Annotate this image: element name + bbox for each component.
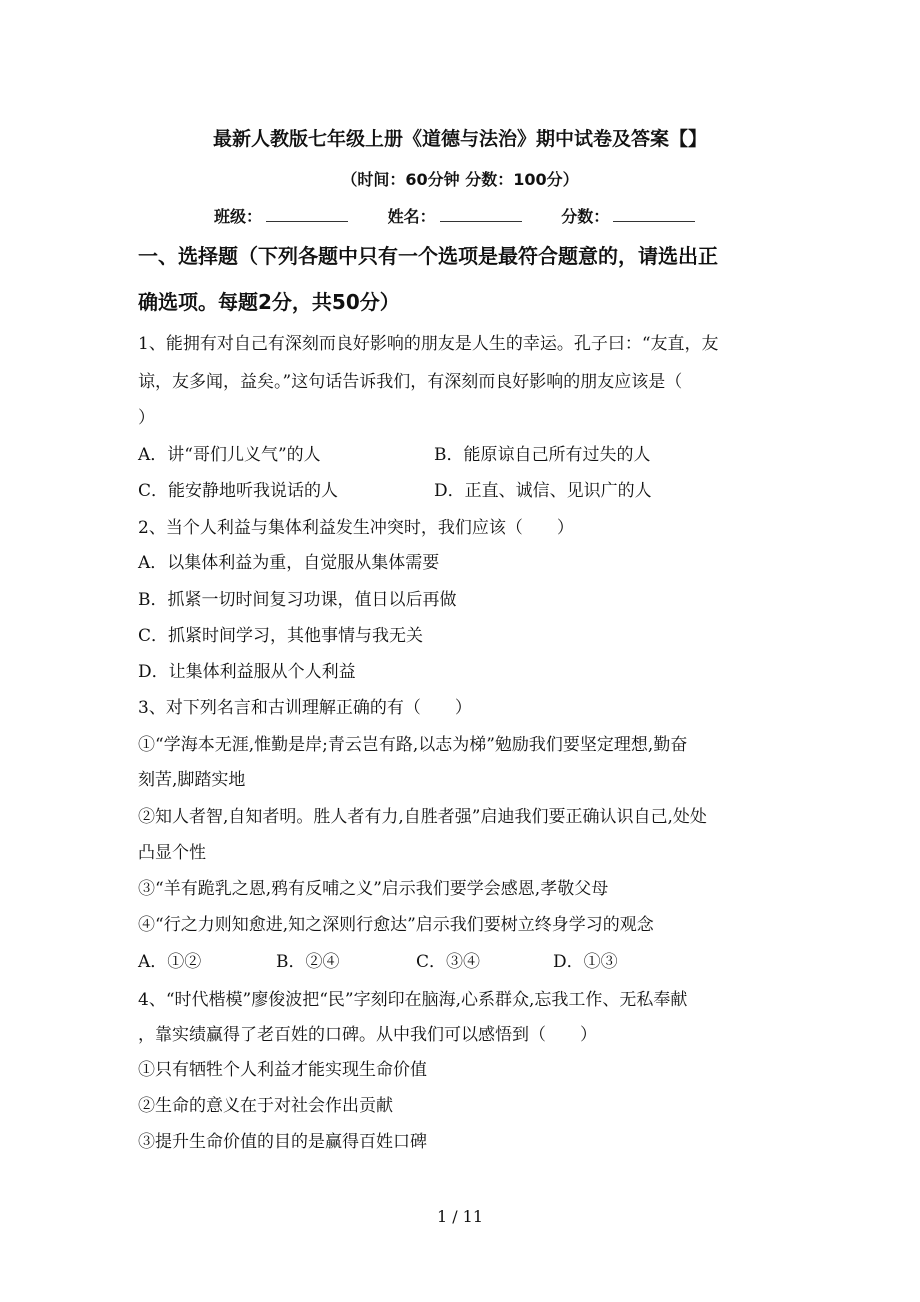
q3-option-b: B．②④	[276, 952, 340, 972]
q3-statement-2: ②知人者智,自知者明。胜人者有力,自胜者强”启迪我们要正确认识自己,处处	[138, 807, 707, 827]
question-1-cont: 谅，友多闻，益矣。”这句话告诉我们，有深刻而良好影响的朋友应该是（	[138, 372, 683, 392]
score-label: 分数：	[561, 207, 610, 226]
q2-option-b: B．抓紧一切时间复习功课，值日以后再做	[138, 590, 457, 610]
q3-option-a: A．①②	[138, 952, 202, 972]
q4-statement-3: ③提升生命价值的目的是赢得百姓口碑	[138, 1132, 427, 1152]
q3-statement-1-cont: 刻苦,脚踏实地	[138, 770, 246, 790]
q4-statement-1: ①只有牺牲个人利益才能实现生命价值	[138, 1060, 427, 1080]
question-4-cont: ，靠实绩赢得了老百姓的口碑。从中我们可以感悟到（ ）	[138, 1025, 597, 1045]
question-1-cont: ）	[138, 408, 155, 428]
class-blank[interactable]	[266, 207, 348, 222]
q3-statement-3: ③“羊有跪乳之恩,鸦有反哺之义”启示我们要学会感恩,孝敬父母	[138, 879, 609, 899]
name-blank[interactable]	[440, 207, 522, 222]
student-info-fields	[214, 204, 729, 227]
q3-statement-2-cont: 凸显个性	[138, 843, 206, 863]
q3-option-c: C．③④	[416, 952, 481, 972]
section-heading-cont: 确选项。每题2分，共50分）	[138, 290, 400, 314]
section-heading: 一、选择题（下列各题中只有一个选项是最符合题意的，请选出正	[138, 244, 718, 268]
question-1: 1、能拥有对自己有深刻而良好影响的朋友是人生的幸运。孔子曰：“友直，友	[138, 334, 719, 354]
class-label: 班级：	[214, 207, 263, 226]
exam-info: （时间：60分钟 分数：100分）	[341, 170, 579, 189]
q1-option-a: A．讲“哥们儿义气”的人	[138, 445, 321, 465]
score-blank[interactable]	[613, 207, 695, 222]
question-2: 2、当个人利益与集体利益发生冲突时，我们应该（ ）	[138, 518, 574, 538]
q1-option-b: B．能原谅自己所有过失的人	[434, 445, 651, 465]
document-title: 最新人教版七年级上册《道德与法治》期中试卷及答案【】	[212, 128, 707, 150]
q1-option-d: D．正直、诚信、见识广的人	[434, 481, 652, 501]
page-number: 1 / 11	[436, 1207, 484, 1226]
question-3: 3、对下列名言和古训理解正确的有（ ）	[138, 698, 472, 718]
question-4: 4、“时代楷模”廖俊波把“民”字刻印在脑海,心系群众,忘我工作、无私奉献	[138, 990, 688, 1010]
q1-option-c: C．能安静地听我说话的人	[138, 481, 339, 501]
q2-option-d: D．让集体利益服从个人利益	[138, 662, 356, 682]
q2-option-a: A．以集体利益为重，自觉服从集体需要	[138, 553, 440, 573]
q3-statement-4: ④“行之力则知愈进,知之深则行愈达”启示我们要树立终身学习的观念	[138, 915, 654, 935]
q2-option-c: C．抓紧时间学习，其他事情与我无关	[138, 626, 424, 646]
q4-statement-2: ②生命的意义在于对社会作出贡献	[138, 1096, 393, 1116]
q3-statement-1: ①“学海本无涯,惟勤是岸;青云岂有路,以志为梯”勉励我们要坚定理想,勤奋	[138, 735, 688, 755]
q3-option-d: D．①③	[553, 952, 618, 972]
name-label: 姓名：	[387, 207, 436, 226]
